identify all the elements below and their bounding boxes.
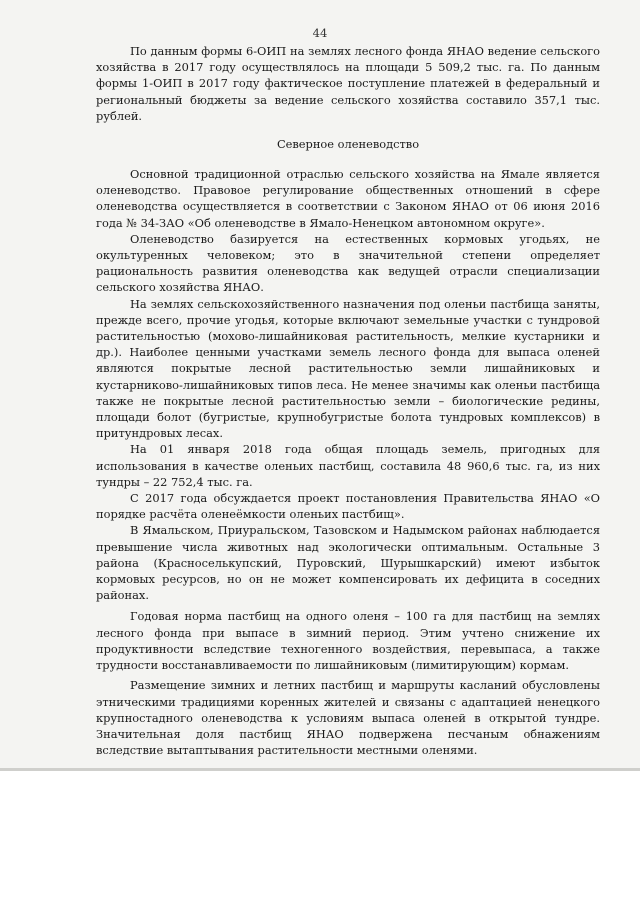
- paragraph-traditional-branch: Основной традиционной отраслью сельского хозяйства на Ямале является оленеводство. Правовое регулирование общественных отношений в сфере оленеводства осуществляется в соответствии с Законом ЯНАО от 06 июня 2016 года № 34-ЗАО «Об оленеводстве в Ямало-Ненецком автономном округе».: [96, 167, 600, 230]
- paragraph-district-balance: В Ямальском, Приуральском, Тазовском и Надымском районах наблюдается превышение числа животных над экологически оптимальным. Остальные 3 района (Красноселькупский, Пуровский, Шурышкарский) имеют избыток кормовых ресурсов, но он не может компенсировать их дефицита в соседних районах.: [96, 523, 600, 603]
- page-bottom-edge: [0, 768, 640, 771]
- paragraph-draft-resolution: С 2017 года обсуждается проект постановления Правительства ЯНАО «О порядке расчёта оленеёмкости оленьих пастбищ».: [96, 491, 600, 522]
- paragraph-annual-norm: Годовая норма пастбищ на одного оленя – 100 га для пастбищ на землях лесного фонда при выпасе в зимний период. Этим учтено снижение их продуктивности вследствие техногенного воздействия, перевыпаса, а также трудности восстанавливаемости по лишайниковым (лимитирующим) кормам.: [96, 609, 600, 673]
- paragraph-land-categories: На землях сельскохозяйственного назначения под оленьи пастбища заняты, прежде всего, прочие угодья, которые включают земельные участки с тундровой растительностью (мохово-лишайниковая растительность, мелкие кустарники и др.). Наиболее ценными участками земель лесного фонда для выпаса оленей являются покрытые лесной растительностью земли лишайниковых и кустарниково-лишайниковых типов леса. Не менее значимы как оленьи пастбища также не покрытые лесной растительностью земли – биологические редины, площади болот (бугристые, крупнобугристые болота тундровых комплексов) в притундровых лесах.: [96, 296, 600, 441]
- page-number: 44: [312, 26, 328, 40]
- section-heading-block: [96, 136, 600, 152]
- paragraph-pasture-placement: Размещение зимних и летних пастбищ и маршруты касланий обусловлены этническими традициями коренных жителей и связаны с адаптацией ненецкого крупностадного оленеводства к условиям выпаса оленей в открытой тундре. Значительная доля пастбищ ЯНАО подвержена песчаным обнажениям вследствие вытаптывания растительности местными оленями.: [96, 678, 600, 758]
- paragraph-natural-pastures: Оленеводство базируется на естественных кормовых угодьях, не окультуренных человеком; это в значительной степени определяет рациональность развития оленеводства как ведущей отрасли специализации сельского хозяйства ЯНАО.: [96, 231, 600, 295]
- intro-block: [96, 43, 600, 124]
- section-heading: Северное оленеводство: [276, 137, 420, 151]
- section-body: [96, 166, 600, 758]
- paragraph-pasture-area: На 01 января 2018 года общая площадь земель, пригодных для использования в качестве оленьих пастбищ, составила 48 960,6 тыс. га, из них тундры – 22 752,4 тыс. га.: [96, 442, 600, 489]
- intro-paragraph: По данным формы 6-ОИП на землях лесного фонда ЯНАО ведение сельского хозяйства в 2017 году осуществлялось на площади 5 509,2 тыс. га. По данным формы 1-ОИП в 2017 году фактическое поступление платежей в федеральный и региональный бюджеты за ведение сельского хозяйства составило 357,1 тыс. рублей.: [96, 44, 600, 123]
